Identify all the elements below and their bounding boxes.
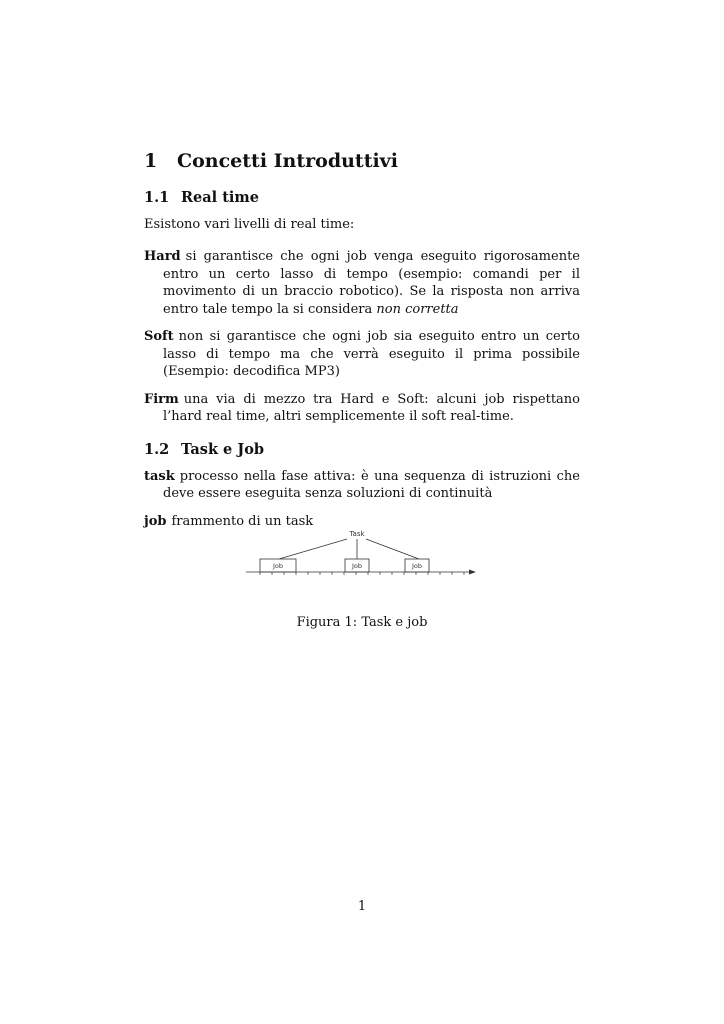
definition-job-text: frammento di un task bbox=[171, 513, 314, 529]
section-number: 1 bbox=[144, 150, 158, 172]
task-link-line bbox=[366, 539, 419, 559]
job-label: Job bbox=[411, 562, 423, 570]
page-content bbox=[144, 148, 580, 540]
intro-paragraph: Esistono vari livelli di real time: bbox=[144, 217, 355, 232]
term-task: task bbox=[144, 468, 175, 484]
term-hard: Hard bbox=[144, 249, 181, 264]
axis-ticks bbox=[260, 572, 464, 575]
task-job-diagram bbox=[244, 522, 484, 582]
section-heading bbox=[144, 148, 580, 174]
term-firm: Firm bbox=[144, 391, 179, 407]
job-label: Job bbox=[272, 562, 284, 570]
subsection-number: 1.2 bbox=[144, 440, 170, 458]
definition-firm bbox=[144, 391, 580, 426]
job-label: Job bbox=[351, 562, 363, 570]
subsection-title: Task e Job bbox=[181, 440, 264, 458]
definition-soft-text: non si garantisce che ogni job sia eseguito entro un certo lasso di tempo ma che verrà eseguito il prima possibile (Esempio: decodifica MP3) bbox=[163, 329, 580, 379]
page-number: 1 bbox=[357, 899, 367, 914]
definition-hard-emphasis: non corretta bbox=[376, 301, 459, 317]
task-link-line bbox=[279, 539, 347, 559]
section-title: Concetti Introduttivi bbox=[177, 150, 398, 172]
subsection-number: 1.1 bbox=[144, 189, 170, 206]
axis-arrow-icon bbox=[469, 570, 476, 575]
figure-caption: Figura 1: Task e job bbox=[296, 615, 428, 630]
real-time-levels-list bbox=[144, 248, 580, 426]
term-job: job bbox=[144, 513, 167, 529]
definition-soft bbox=[144, 328, 580, 381]
task-job-list bbox=[144, 468, 580, 531]
task-job-figure bbox=[244, 522, 484, 582]
task-label: Task bbox=[349, 530, 365, 538]
subsection-heading-task-job bbox=[144, 440, 580, 460]
definition-hard bbox=[144, 248, 580, 318]
definition-task-text: processo nella fase attiva: è una sequenza di istruzioni che deve essere eseguita senza soluzioni di continuità bbox=[163, 468, 580, 501]
definition-task bbox=[144, 468, 580, 503]
definition-firm-text: una via di mezzo tra Hard e Soft: alcuni job rispettano l’hard real time, altri semplicemente il soft real-time. bbox=[163, 391, 580, 424]
subsection-heading-real-time bbox=[144, 188, 580, 208]
term-soft: Soft bbox=[144, 329, 174, 344]
subsection-title: Real time bbox=[181, 189, 260, 206]
definition-hard-text: si garantisce che ogni job venga eseguito rigorosamente entro un certo lasso di tempo (esempio: comandi per il movimento di un braccio robotico). Se la risposta non arriva entro tale tempo la si considera bbox=[163, 249, 580, 317]
